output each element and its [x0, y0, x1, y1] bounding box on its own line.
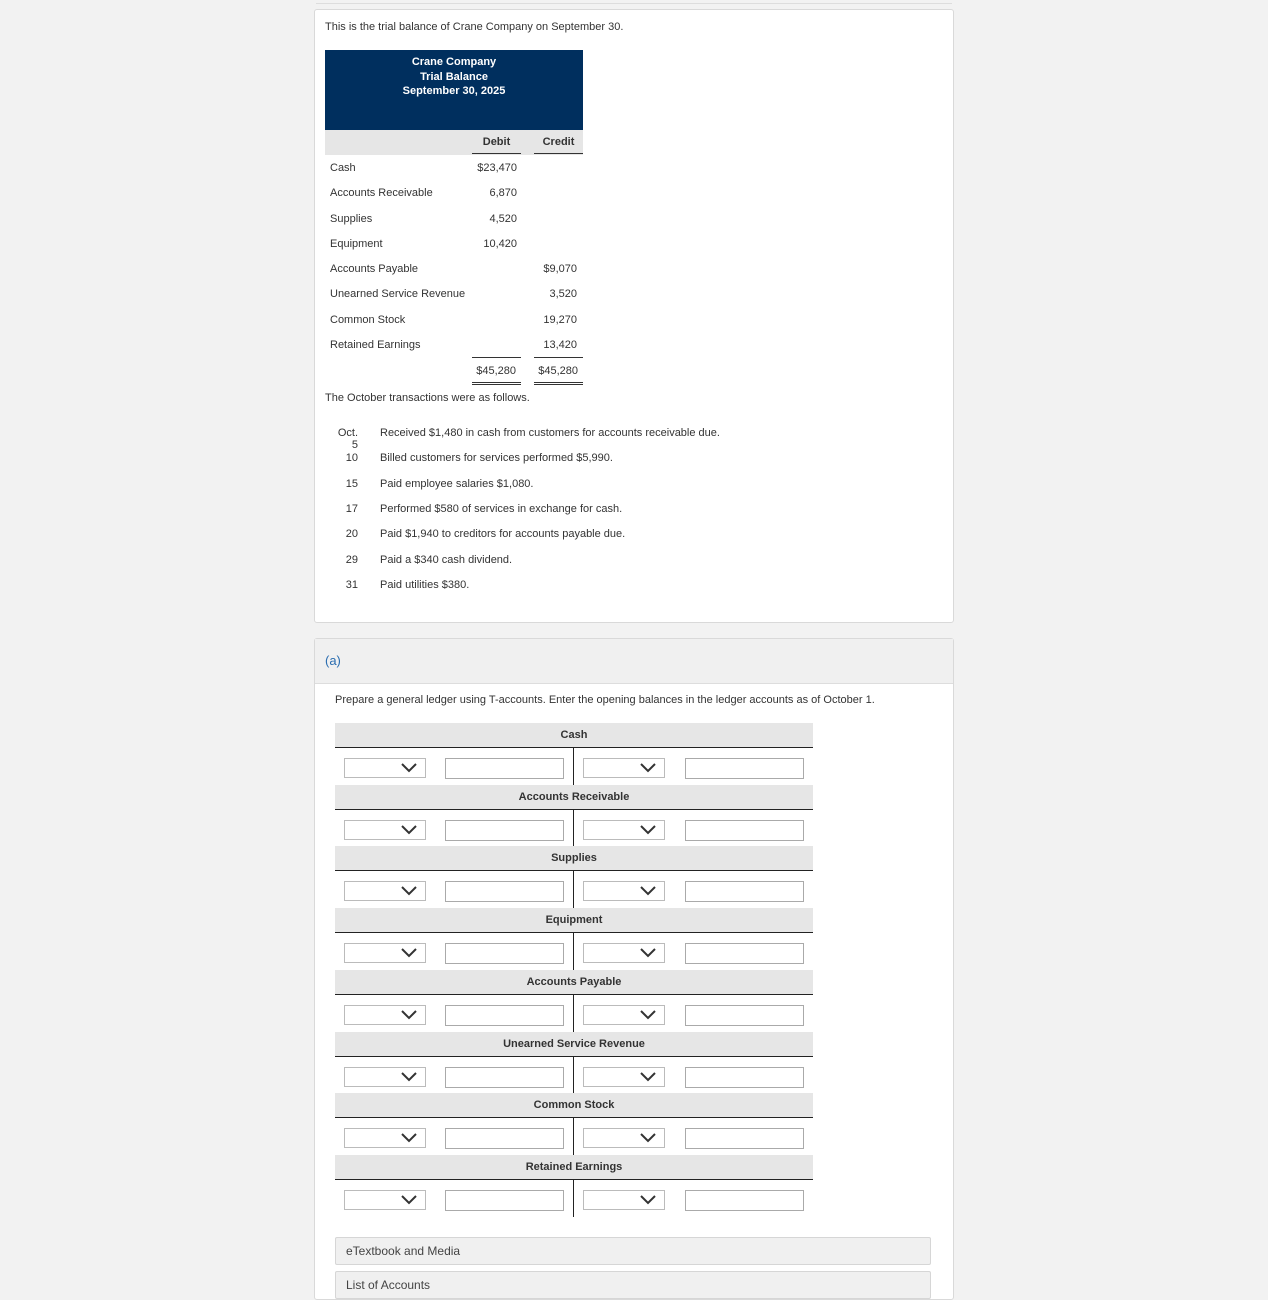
t-account-divider — [573, 1118, 574, 1155]
credit-date-select[interactable] — [583, 1005, 665, 1025]
t-account-divider — [573, 748, 574, 785]
t-account-title: Accounts Receivable — [335, 785, 813, 810]
credit-amount-input[interactable] — [685, 1128, 804, 1149]
transaction-date: 15 — [345, 477, 358, 490]
chevron-down-icon — [401, 886, 417, 896]
transaction-text: Received $1,480 in cash from customers for accounts receivable due. — [380, 427, 720, 439]
credit-value: 13,420 — [543, 339, 577, 352]
account-name: Accounts Payable — [330, 263, 419, 276]
debit-date-select[interactable] — [344, 1128, 426, 1148]
chevron-down-icon — [640, 1072, 656, 1082]
transaction-text: Paid employee salaries $1,080. — [380, 477, 534, 490]
debit-date-select[interactable] — [344, 881, 426, 901]
chevron-down-icon — [401, 825, 417, 835]
credit-header: Credit — [534, 136, 583, 154]
part-header — [315, 639, 953, 684]
transaction-text: Paid utilities $380. — [380, 578, 470, 591]
t-account-title: Unearned Service Revenue — [335, 1032, 813, 1057]
t-account-divider — [573, 871, 574, 908]
debit-date-select[interactable] — [344, 943, 426, 963]
t-account-title: Supplies — [335, 846, 813, 871]
etextbook-media-button[interactable]: eTextbook and Media — [335, 1237, 931, 1265]
transaction-date: 10 — [345, 452, 358, 465]
debit-date-select[interactable] — [344, 758, 426, 778]
trial-balance-header — [325, 50, 583, 130]
table-row — [325, 307, 583, 332]
debit-value: $23,470 — [477, 162, 517, 174]
account-name: Accounts Receivable — [330, 187, 433, 200]
credit-date-select[interactable] — [583, 943, 665, 963]
t-account — [335, 970, 813, 1031]
t-account-divider — [573, 810, 574, 847]
transaction-item — [330, 503, 830, 528]
t-account-body — [335, 871, 813, 907]
account-name: Retained Earnings — [330, 339, 421, 352]
account-name: Unearned Service Revenue — [330, 288, 466, 301]
chevron-down-icon — [640, 1195, 656, 1205]
transaction-text: Paid $1,940 to creditors for accounts payable due. — [380, 528, 626, 541]
t-account — [335, 1093, 813, 1154]
totals-row — [325, 357, 583, 385]
chevron-down-icon — [640, 825, 656, 835]
chevron-down-icon — [640, 948, 656, 958]
credit-date-select[interactable] — [583, 1128, 665, 1148]
t-account-title: Accounts Payable — [335, 970, 813, 995]
debit-amount-input[interactable] — [445, 820, 564, 841]
credit-date-select[interactable] — [583, 1190, 665, 1210]
chevron-down-icon — [401, 1195, 417, 1205]
debit-date-select[interactable] — [344, 1067, 426, 1087]
table-row — [325, 332, 583, 357]
t-account — [335, 1032, 813, 1093]
credit-amount-input[interactable] — [685, 1067, 804, 1088]
t-account-body — [335, 1118, 813, 1154]
credit-date-select[interactable] — [583, 820, 665, 840]
part-a-panel — [314, 638, 954, 1300]
transaction-date: Oct. 5 — [337, 427, 358, 451]
account-name: Cash — [330, 162, 356, 174]
account-name: Equipment — [330, 237, 383, 250]
transaction-item — [330, 478, 830, 503]
question-panel — [314, 9, 954, 623]
credit-amount-input[interactable] — [685, 1005, 804, 1026]
credit-value: 3,520 — [549, 288, 577, 301]
table-row — [325, 206, 583, 231]
chevron-down-icon — [640, 1133, 656, 1143]
transaction-text: Paid a $340 cash dividend. — [380, 553, 513, 566]
t-account-divider — [573, 995, 574, 1032]
debit-date-select[interactable] — [344, 1190, 426, 1210]
debit-header: Debit — [472, 136, 521, 154]
t-account — [335, 1155, 813, 1216]
top-divider — [316, 3, 952, 4]
account-name: Common Stock — [330, 313, 406, 326]
debit-date-select[interactable] — [344, 1005, 426, 1025]
part-label: (a) — [325, 653, 341, 668]
transaction-date: 31 — [345, 578, 358, 591]
table-row — [325, 180, 583, 205]
debit-amount-input[interactable] — [445, 758, 564, 779]
chevron-down-icon — [401, 1072, 417, 1082]
chevron-down-icon — [640, 763, 656, 773]
t-account — [335, 785, 813, 846]
debit-amount-input[interactable] — [445, 881, 564, 902]
credit-date-select[interactable] — [583, 881, 665, 901]
t-account-title: Retained Earnings — [335, 1155, 813, 1180]
debit-amount-input[interactable] — [445, 1128, 564, 1149]
chevron-down-icon — [401, 948, 417, 958]
table-row — [325, 231, 583, 256]
table-row — [325, 256, 583, 281]
t-account — [335, 908, 813, 969]
statement-date: September 30, 2025 — [402, 85, 506, 97]
debit-amount-input[interactable] — [445, 1005, 564, 1026]
transaction-item — [330, 579, 830, 604]
transaction-text: Billed customers for services performed $5,990. — [380, 452, 613, 465]
instructions-text: Prepare a general ledger using T-accounts. Enter the opening balances in the ledger accounts as of October 1. — [335, 694, 875, 706]
t-account-body — [335, 810, 813, 846]
transaction-date: 17 — [345, 502, 358, 515]
debit-amount-input[interactable] — [445, 943, 564, 964]
transaction-item — [330, 452, 830, 477]
t-account-body — [335, 995, 813, 1031]
total-debit: $45,280 — [472, 357, 521, 385]
statement-title: Trial Balance — [420, 70, 488, 83]
column-headers — [325, 130, 583, 155]
transaction-date: 20 — [345, 528, 358, 541]
transaction-item — [330, 554, 830, 579]
intro-text: This is the trial balance of Crane Company on September 30. — [325, 21, 624, 33]
transaction-date: 29 — [345, 553, 358, 566]
t-account-body — [335, 1180, 813, 1216]
debit-amount-input[interactable] — [445, 1190, 564, 1211]
debit-amount-input[interactable] — [445, 1067, 564, 1088]
credit-amount-input[interactable] — [685, 943, 804, 964]
credit-amount-input[interactable] — [685, 758, 804, 779]
credit-amount-input[interactable] — [685, 1190, 804, 1211]
chevron-down-icon — [401, 1133, 417, 1143]
company-name: Crane Company — [411, 56, 497, 68]
t-account-title: Common Stock — [335, 1093, 813, 1118]
total-credit: $45,280 — [534, 357, 583, 385]
october-intro: The October transactions were as follows. — [325, 392, 530, 404]
t-account-body — [335, 748, 813, 784]
t-account-body — [335, 1057, 813, 1093]
debit-value: 6,870 — [489, 187, 517, 200]
t-account — [335, 723, 813, 784]
debit-value: 4,520 — [489, 212, 517, 225]
list-of-accounts-button[interactable]: List of Accounts — [335, 1271, 931, 1299]
transaction-text: Performed $580 of services in exchange for cash. — [380, 502, 623, 515]
table-row — [325, 155, 583, 180]
chevron-down-icon — [640, 1010, 656, 1020]
chevron-down-icon — [640, 886, 656, 896]
debit-date-select[interactable] — [344, 820, 426, 840]
t-account-body — [335, 933, 813, 969]
table-row — [325, 281, 583, 306]
t-account — [335, 846, 813, 907]
transaction-item — [330, 528, 830, 553]
debit-value: 10,420 — [483, 237, 517, 250]
credit-date-select[interactable] — [583, 758, 665, 778]
chevron-down-icon — [401, 763, 417, 773]
t-account-title: Cash — [335, 723, 813, 748]
t-account-title: Equipment — [335, 908, 813, 933]
credit-value: $9,070 — [543, 263, 577, 276]
account-name: Supplies — [330, 212, 373, 225]
credit-amount-input[interactable] — [685, 820, 804, 841]
t-account-divider — [573, 1180, 574, 1217]
t-account-divider — [573, 1057, 574, 1094]
credit-date-select[interactable] — [583, 1067, 665, 1087]
credit-amount-input[interactable] — [685, 881, 804, 902]
credit-value: 19,270 — [543, 313, 577, 326]
trial-balance-table — [325, 50, 583, 385]
t-account-divider — [573, 933, 574, 970]
transaction-item — [330, 427, 830, 452]
chevron-down-icon — [401, 1010, 417, 1020]
